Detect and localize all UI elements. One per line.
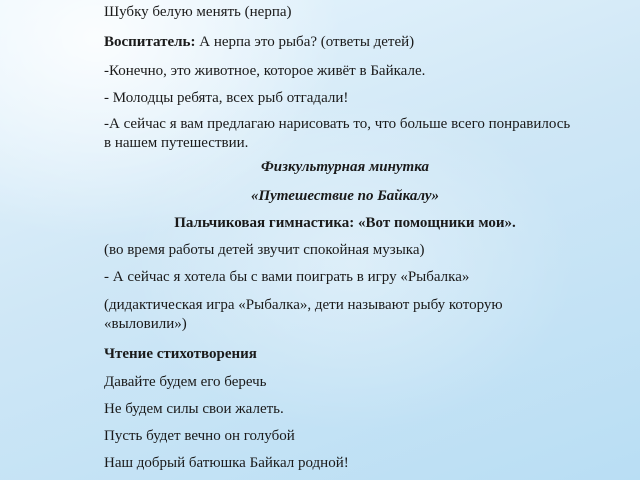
text-line: Шубку белую менять (нерпа) [104, 4, 292, 20]
poem-line: Пусть будет вечно он голубой [104, 428, 295, 444]
text-line: -Конечно, это животное, которое живёт в Байкале. [104, 63, 426, 79]
text-span: А нерпа это рыба? (ответы детей) [195, 34, 415, 50]
text-line [104, 33, 574, 52]
text-line: - А сейчас я хотела бы с вами поиграть в игру «Рыбалка» [104, 269, 470, 285]
section-heading: Пальчиковая гимнастика: «Вот помощники мои». [174, 215, 516, 231]
speaker-label: Воспитатель: [104, 34, 196, 50]
poem-line: Давайте будем его беречь [104, 374, 267, 390]
text-heading [104, 345, 574, 364]
section-heading: Физкультурная минутка [261, 159, 429, 175]
text-line: - Молодцы ребята, всех рыб отгадали! [104, 90, 349, 106]
bold-label: Чтение стихотворения [104, 346, 257, 362]
poem-line: Не будем силы свои жалеть. [104, 401, 284, 417]
text-paragraph: -А сейчас я вам предлагаю нарисовать то, что больше всего понравилось в нашем путешествии. [104, 116, 571, 151]
poem-line: Наш добрый батюшка Байкал родной! [104, 455, 349, 471]
text-line: (во время работы детей звучит спокойная музыка) [104, 242, 425, 258]
text-paragraph: (дидактическая игра «Рыбалка», дети называют рыбу которую «выловили») [104, 297, 503, 332]
section-heading: «Путешествие по Байкалу» [250, 188, 440, 204]
